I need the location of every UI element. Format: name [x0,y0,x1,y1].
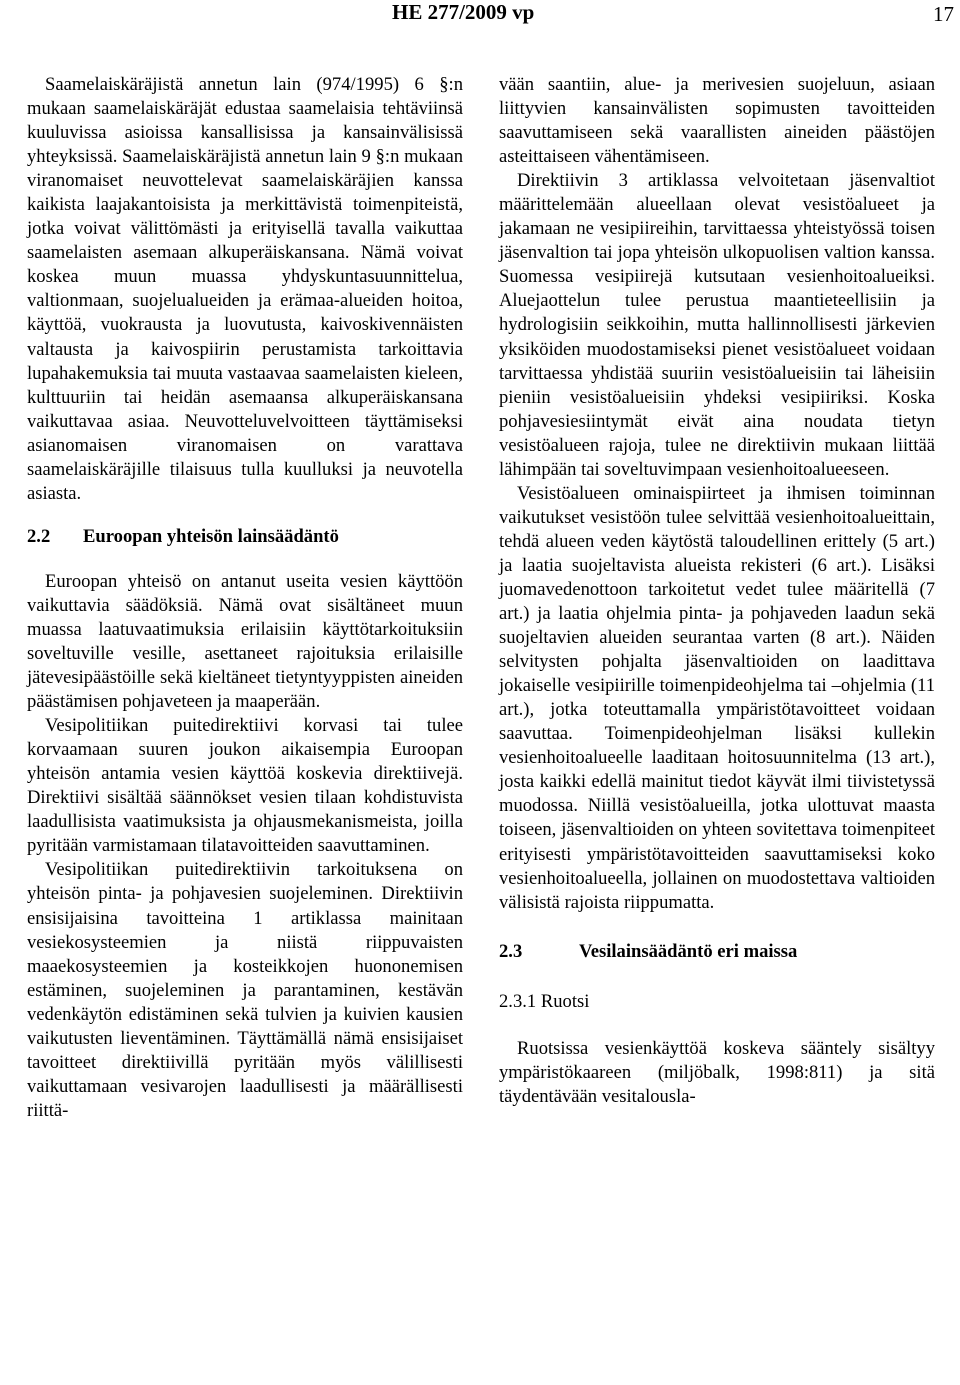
subsection-heading-ruotsi: 2.3.1 Ruotsi [499,990,590,1012]
right-column [499,73,935,1109]
page-number: 17 [933,2,954,26]
paragraph-puitedirektiivi: Vesipolitiikan puitedirektiivi korvasi tai tulee korvaamaan suuren joukon aikaisempia Euroopan yhteisön antamia vesien käyttöä koskevia direktiivejä. Direktiivi sisältää säännökset vesien tilaan kohdistuvista laadullisista vaatimuksista ja ohjausmekanismeista, joilla pyritään varmistamaan tilatavoitteiden saavuttaminen. [27,715,463,857]
paragraph-tarkoitus: Vesipolitiikan puitedirektiivin tarkoituksena on yhteisön pinta- ja pohjavesien suojeleminen. Direktiivin ensisijaisina tavoitteina 1 artiklassa mainitaan vesiekosysteemien ja niistä riippuvaisten maaekosysteemien ja kosteikkojen huononemisen estäminen, suojeleminen ja parantaminen, kestävän vedenkäytön edistäminen sekä tulvien ja kuivien kausien vaikutusten lieventäminen. Täyttämällä nämä ensisijaiset tavoitteet direktiivillä pyritään myös välillisesti vaikuttamaan vesivarojen laadullisesti ja määrällisesti riittä- [27,859,463,1121]
left-column [27,73,463,1123]
document-id: HE 277/2009 vp [392,0,535,24]
section-number: 2.2 [27,525,51,547]
section-title: Vesilainsäädäntö eri maissa [579,940,798,962]
paragraph-vesistoalueet: Vesistöalueen ominaispiirteet ja ihmisen toiminnan vaikutukset vesistöön tulee selvittää vesienhoitoalueittain, tehdä alueen veden käytöstä taloudellinen erittely (5 art.) ja laatia suojeltavista alueista rekisteri (6 art.). Lisäksi juomavedenottoon tarkoitetut vedet tulee määritellä (7 art.) ja laatia ohjelmia pinta- ja pohjaveden laadun sekä suojeltavien alueiden seurantaa varten (8 art.). Näiden selvitysten pohjalta jäsenvaltioiden on laadittava jokaiselle vesipiirille toimenpideohjelma tai –ohjelmia (11 art.), jotka toteuttamalla ympäristötavoitteet voidaan saavuttaa. Toimenpideohjelman lisäksi kullekin vesienhoitoalueelle laaditaan hoitosuunnitelma (13 art.), josta kaikki edellä mainitut tiedot käyvät ilmi tiivistetyssä muodossa. Niillä vesistöalueilla, jotka ulottuvat maasta toiseen, jäsenvaltioiden on yhteen sovitettava toimenpiteet erityisesti ympäristötavoitteiden saavuttamiseksi koko vesienhoitoalueella, jollainen on muodostettava valtioiden välisistä rajoista riippumatta. [499,482,935,913]
page-header [0,0,960,30]
section-heading-2-2 [27,525,463,549]
section-heading-2-3 [499,940,935,964]
section-number: 2.3 [499,940,523,962]
section-title: Euroopan yhteisön lainsäädäntö [83,525,339,547]
paragraph-continuation: vään saantiin, alue- ja merivesien suojeluun, asiaan liittyvien kansainvälisten sopimusten tavoitteiden saavuttamiseen sekä vaarallisten aineiden päästöjen asteittaiseen vähentämiseen. [499,74,935,168]
paragraph-ruotsi: Ruotsissa vesienkäyttöä koskeva sääntely sisältyy ympäristökaareen (miljöbalk, 1998:811) ja sitä täydentävään vesitalousla- [499,1037,935,1107]
paragraph-vesipiirit: Direktiivin 3 artiklassa velvoitetaan jäsenvaltiot määrittelemään alueellaan olevat vesistöalueet ja jakamaan ne vesipiireihin, tarvittaessa yhteistyössä toisen jäsenvaltion tai jopa yhteisön ulkopuolisen valtion kanssa. Suomessa vesipiirejä kutsutaan vesienhoitoalueiksi. Aluejaottelun tulee perustua maantieteellisiin ja hydrologisiin seikkoihin, mutta hallinnollisesti järkevien yksiköiden muodostamiseksi pienet vesistöalueet voidaan tarvittaessa yhdistää suuriin vesistöalueisiin tai läheisiin pieniin vesistöalueisiin yhdeksi vesipiiriksi. Koska pohjavesiesiintymät eivät aina noudata tietyn vesistöalueen rajoja, tulee ne direktiivin mukaan liittää lähimpään tai soveltuvimpaan vesienhoitoalueeseen. [499,170,935,480]
paragraph-saamelaiskarajat: Saamelaiskäräjistä annetun lain (974/1995) 6 §:n mukaan saamelaiskäräjät edustaa saamelaisia tehtäviinsä kuuluvissa asioissa kansallisissa ja kansainvälisissä yhteyksissä. Saamelaiskäräjistä annetun lain 9 §:n mukaan viranomaiset neuvottelevat saamelaiskäräjien kanssa kaikista laajakantoisista ja merkittävistä toimenpiteistä, jotka voivat välittömästi ja erityisellä tavalla vaikuttaa saamelaisten asemaan alkuperäiskansana. Nämä voivat koskea muun muassa yhdyskuntasuunnittelua, valtionmaan, suojelualueiden ja erämaa-alueiden hoitoa, käyttöä, vuokrausta ja luovutusta, kaivoskivennäisten valtausta ja kaivospiirin perustamista tarkoittavia lupahakemuksia tai muuta vastaavaa saamelaisten kieleen, kulttuuriin tai heidän asemaansa alkuperäiskansana vaikuttavaa asiaa. Neuvotteluvelvoitteen täyttämiseksi asianomaisen viranomaisen on varattava saamelaiskäräjille tilaisuus tulla kuulluksi ja neuvotella asiasta. [27,74,463,504]
paragraph-ey-saadokset: Euroopan yhteisö on antanut useita vesien käyttöön vaikuttavia säädöksiä. Nämä ovat sisältäneet muun muassa laatuvaatimuksia erilaisiin käyttötarkoituksiin soveltuville vesille, asettaneet rajoituksia erilaisille jätevesipäästöille sekä kieltäneet tietyntyyppisten aineiden päästämisen pohjaveteen ja maaperään. [27,570,463,713]
